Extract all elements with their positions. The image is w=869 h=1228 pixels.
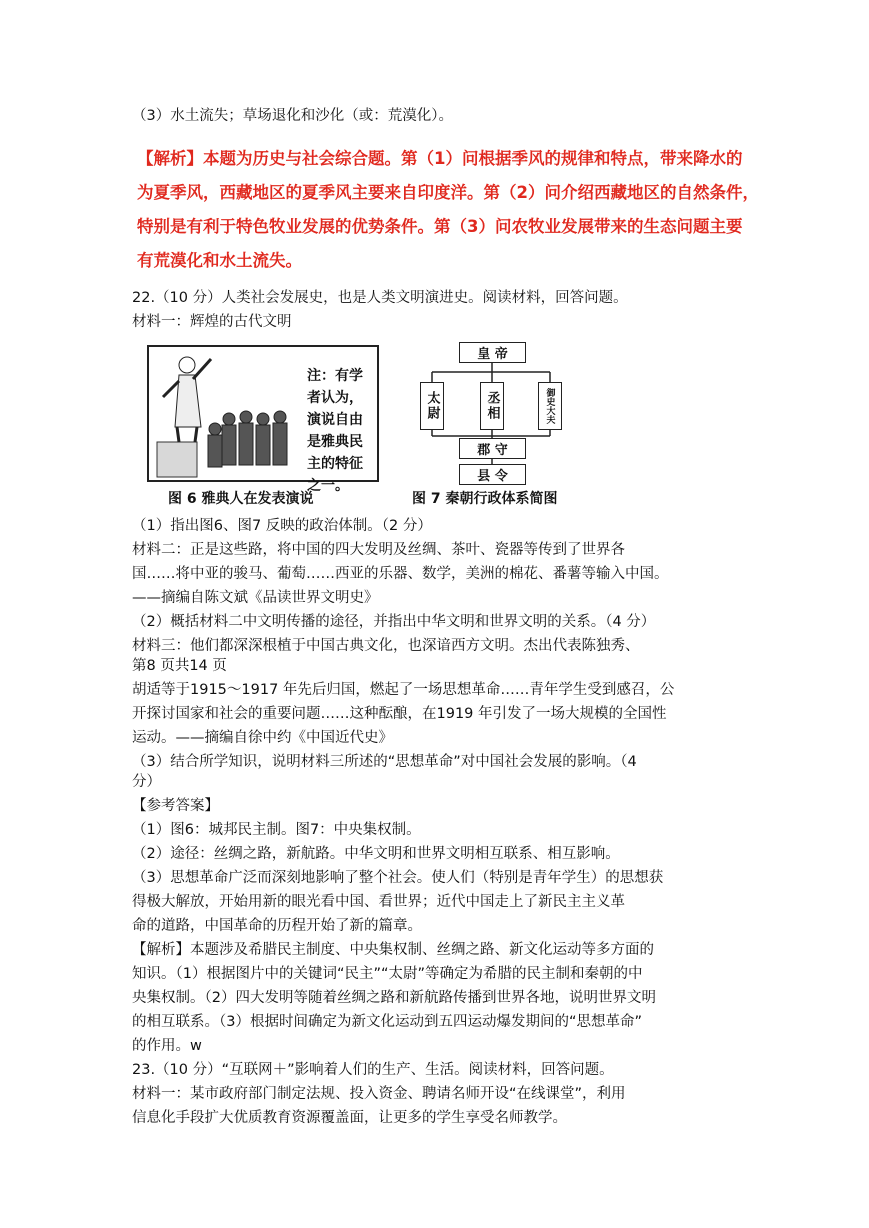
answer-2: （2）途径：丝绸之路，新航路。中华文明和世界文明相互联系、相互影响。 xyxy=(132,846,620,862)
box-chengxiang: 丞相 xyxy=(480,382,504,430)
figure-6-caption: 图 6 雅典人在发表演说 xyxy=(168,491,314,507)
analysis-line2: 知识。（1）根据图片中的关键词“民主”“太尉”等确定为希腊的民主制和秦朝的中 xyxy=(132,966,643,982)
figure-7-caption: 图 7 秦朝行政体系简图 xyxy=(412,491,558,507)
material2-line2: 国……将中亚的骏马、葡萄……西亚的乐器、数学，美洲的棉花、番薯等输入中国。 xyxy=(132,566,669,582)
reference-answer-heading: 【参考答案】 xyxy=(132,798,219,814)
orator-illustration xyxy=(149,347,299,480)
answer-3-line3: 命的道路，中国革命的历程开始了新的篇章。 xyxy=(132,918,422,934)
q22-sub1: （1）指出图6、图7 反映的政治体制。（2 分） xyxy=(132,518,432,534)
figure-7-qin-admin-chart xyxy=(412,340,572,488)
box-taiwei: 太尉 xyxy=(420,382,444,430)
answer-line-3: （3）水土流失；草场退化和沙化（或：荒漠化）。 xyxy=(132,108,453,124)
figure-6-note: 注：有学者认为，演说自由是雅典民主的特征之一。 xyxy=(307,368,363,494)
box-yushi-dafu: 御史大夫 xyxy=(538,382,562,430)
analysis-red-4: 有荒漠化和水土流失。 xyxy=(137,251,302,270)
analysis-line3: 央集权制。（2）四大发明等随着丝绸之路和新航路传播到世界各地，说明世界文明 xyxy=(132,990,656,1006)
answer-3-line2: 得极大解放，开始用新的眼光看中国、看世界；近代中国走上了新民主主义革 xyxy=(132,894,625,910)
q23-material1-line2: 信息化手段扩大优质教育资源覆盖面，让更多的学生享受名师教学。 xyxy=(132,1110,567,1126)
analysis-red-1: 【解析】本题为历史与社会综合题。第（1）问根据季风的规律和特点，带来降水的 xyxy=(137,149,743,168)
analysis-line4: 的相互联系。（3）根据时间确定为新文化运动到五四运动爆发期间的“思想革命” xyxy=(132,1014,642,1030)
material3-line3: 开探讨国家和社会的重要问题……这种酝酿，在1919 年引发了一场大规模的全国性 xyxy=(132,706,667,722)
figure-6-athens-speech xyxy=(147,345,379,494)
q22-sub2: （2）概括材料二中文明传播的途径，并指出中华文明和世界文明的关系。（4 分） xyxy=(132,614,656,630)
q22-material1: 材料一：辉煌的古代文明 xyxy=(132,314,292,330)
material2-source: ——摘编自陈文斌《品读世界文明史》 xyxy=(132,590,379,606)
material3-line1: 材料三：他们都深深根植于中国古典文化，也深谙西方文明。杰出代表陈独秀、 xyxy=(132,638,640,654)
answer-1: （1）图6：城邦民主制。图7：中央集权制。 xyxy=(132,822,421,838)
q23-material1-line1: 材料一：某市政府部门制定法规、投入资金、聘请名师开设“在线课堂”，利用 xyxy=(132,1086,626,1102)
material2-line1: 材料二：正是这些路，将中国的四大发明及丝绸、茶叶、瓷器等传到了世界各 xyxy=(132,542,625,558)
analysis-red-2: 为夏季风，西藏地区的夏季风主要来自印度洋。第（2）问介绍西藏地区的自然条件， xyxy=(137,183,759,202)
analysis-red-3: 特别是有利于特色牧业发展的优势条件。第（3）问农牧业发展带来的生态问题主要 xyxy=(137,217,743,236)
q22-sub3: （3）结合所学知识，说明材料三所述的“思想革命”对中国社会发展的影响。（4 xyxy=(132,754,637,770)
analysis-line1: 【解析】本题涉及希腊民主制度、中央集权制、丝绸之路、新文化运动等多方面的 xyxy=(132,942,654,958)
box-xianling: 县 令 xyxy=(459,464,526,485)
q22-sub3-cont: 分） xyxy=(132,774,161,790)
page-number: 第8 页共14 页 xyxy=(132,658,227,674)
material3-line2: 胡适等于1915～1917 年先后归国，燃起了一场思想革命……青年学生受到感召，公 xyxy=(132,682,675,698)
answer-3-line1: （3）思想革命广泛而深刻地影响了整个社会。使人们（特别是青年学生）的思想获 xyxy=(132,870,664,886)
q22-title: 22.（10 分）人类社会发展史，也是人类文明演进史。阅读材料，回答问题。 xyxy=(132,290,628,306)
material3-source: 运动。——摘编自徐中约《中国近代史》 xyxy=(132,730,393,746)
analysis-line5: 的作用。w xyxy=(132,1038,202,1054)
q23-title: 23.（10 分）“互联网＋”影响着人们的生产、生活。阅读材料，回答问题。 xyxy=(132,1062,614,1078)
box-junshou: 郡 守 xyxy=(459,438,526,459)
box-emperor: 皇 帝 xyxy=(459,342,526,363)
